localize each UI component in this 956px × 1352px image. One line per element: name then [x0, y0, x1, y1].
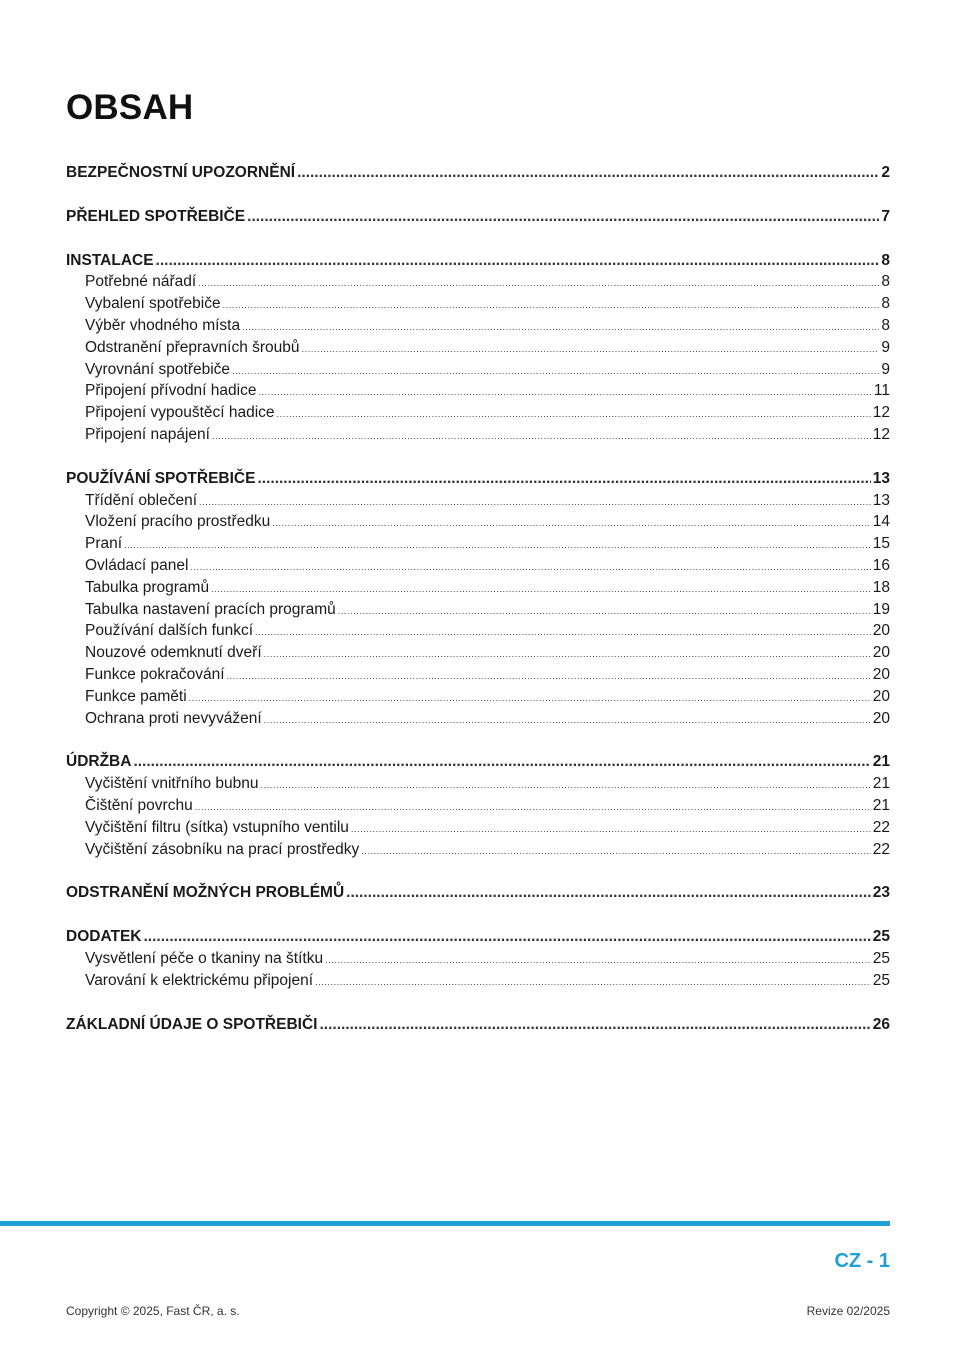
toc-entry-label: Tabulka nastavení pracích programů — [85, 600, 336, 618]
toc-entry[interactable] — [66, 970, 890, 992]
toc-section-heading[interactable] — [66, 206, 890, 228]
toc-section-heading[interactable] — [66, 468, 890, 490]
dot-leader — [211, 579, 871, 601]
toc-entry[interactable] — [66, 795, 890, 817]
toc-entry-label: Funkce paměti — [85, 687, 187, 705]
toc-section-heading[interactable] — [66, 1014, 890, 1036]
toc-entry-page: 8 — [881, 316, 890, 334]
toc-section — [66, 926, 890, 991]
toc-entry-label: Připojení vypouštěcí hadice — [85, 404, 275, 422]
toc-section-heading-page: 8 — [881, 251, 890, 269]
toc-entry[interactable] — [66, 555, 890, 577]
toc-entry-label: Připojení přívodní hadice — [85, 382, 257, 400]
dot-leader — [351, 819, 871, 841]
toc-entry[interactable] — [66, 664, 890, 686]
revision-text: Revize 02/2025 — [806, 1304, 890, 1318]
toc-section-heading-page: 7 — [881, 207, 890, 225]
toc-entry-page: 14 — [872, 513, 890, 531]
toc-section-heading-label: DODATEK — [66, 928, 142, 946]
dot-leader — [232, 361, 879, 383]
toc-section-heading-label: ZÁKLADNÍ ÚDAJE O SPOTŘEBIČI — [66, 1015, 318, 1033]
toc-section-heading-page: 13 — [872, 469, 890, 487]
dot-leader — [133, 751, 870, 773]
toc-entry-label: Tabulka programů — [85, 578, 210, 596]
toc-entry-label: Odstranění přepravních šroubů — [85, 338, 300, 356]
toc-entry-label: Vybalení spotřebiče — [85, 295, 221, 313]
toc-entry-label: Třídění oblečení — [85, 491, 198, 509]
toc-entry-page: 12 — [872, 404, 890, 422]
toc-entry-page: 19 — [872, 600, 890, 618]
toc-entry[interactable] — [66, 773, 890, 795]
toc-entry[interactable] — [66, 359, 890, 381]
toc-section-heading-label: ODSTRANĚNÍ MOŽNÝCH PROBLÉMŮ — [66, 884, 345, 902]
toc-section-heading-label: BEZPEČNOSTNÍ UPOZORNĚNÍ — [66, 164, 296, 181]
toc-entry-page: 9 — [881, 360, 890, 378]
toc-section-heading-label: ÚDRŽBA — [66, 753, 132, 771]
toc-entry-label: Vyčištění zásobníku na prací prostředky — [85, 840, 360, 858]
toc-entry[interactable] — [66, 577, 890, 599]
dot-leader — [361, 841, 870, 863]
dot-leader — [144, 926, 871, 948]
toc-entry-label: Vysvětlení péče o tkaniny na štítku — [85, 949, 324, 967]
toc-entry-page: 22 — [872, 818, 890, 836]
toc-entry-page: 21 — [872, 796, 890, 814]
dot-leader — [198, 273, 879, 295]
dot-leader — [258, 382, 871, 404]
toc-entry-label: Čištění povrchu — [85, 796, 193, 814]
dot-leader — [247, 206, 879, 228]
toc-entry[interactable] — [66, 686, 890, 708]
toc-entry-label: Vyčištění vnitřního bubnu — [85, 775, 259, 793]
dot-leader — [264, 710, 871, 732]
toc-entry-label: Vložení pracího prostředku — [85, 513, 271, 531]
toc-entry[interactable] — [66, 599, 890, 621]
toc-entry[interactable] — [66, 817, 890, 839]
toc-section — [66, 250, 890, 446]
toc-entry-page: 16 — [872, 556, 890, 574]
toc-entry[interactable] — [66, 948, 890, 970]
toc-entry-page: 20 — [872, 644, 890, 662]
toc-entry-page: 20 — [872, 687, 890, 705]
toc-section-heading[interactable] — [66, 882, 890, 904]
dot-leader — [223, 295, 880, 317]
dot-leader — [297, 162, 879, 184]
dot-leader — [156, 250, 880, 272]
toc-entry-page: 25 — [872, 971, 890, 989]
dot-leader — [325, 950, 871, 972]
toc-section-heading-label: PŘEHLED SPOTŘEBIČE — [66, 207, 246, 225]
toc-entry[interactable] — [66, 424, 890, 446]
toc-section-heading-page: 21 — [872, 753, 890, 771]
toc-entry[interactable] — [66, 511, 890, 533]
table-of-contents — [66, 162, 890, 1057]
toc-entry-label: Používání dalších funkcí — [85, 622, 254, 640]
page-number: CZ - 1 — [834, 1250, 890, 1272]
page-title: OBSAH — [66, 88, 194, 127]
toc-entry[interactable] — [66, 271, 890, 293]
toc-section — [66, 1014, 890, 1036]
toc-section-heading-page: 25 — [872, 928, 890, 946]
toc-entry-page: 22 — [872, 840, 890, 858]
toc-entry[interactable] — [66, 380, 890, 402]
toc-section-heading-label: INSTALACE — [66, 251, 154, 269]
dot-leader — [272, 513, 871, 535]
dot-leader — [346, 882, 871, 904]
toc-entry-label: Nouzové odemknutí dveří — [85, 644, 262, 662]
toc-section — [66, 468, 890, 730]
toc-entry-label: Připojení napájení — [85, 425, 210, 443]
toc-entry-label: Varování k elektrickému připojení — [85, 971, 314, 989]
toc-entry[interactable] — [66, 642, 890, 664]
toc-section-heading-page: 26 — [872, 1015, 890, 1033]
toc-entry-page: 25 — [872, 949, 890, 967]
toc-entry[interactable] — [66, 337, 890, 359]
dot-leader — [264, 644, 871, 666]
dot-leader — [124, 535, 871, 557]
toc-entry[interactable] — [66, 620, 890, 642]
toc-entry-page: 20 — [872, 665, 890, 683]
toc-entry-page: 12 — [872, 425, 890, 443]
dot-leader — [260, 775, 870, 797]
toc-entry-label: Ochrana proti nevyvážení — [85, 709, 262, 727]
toc-section-heading[interactable] — [66, 250, 890, 272]
dot-leader — [195, 797, 871, 819]
toc-entry-page: 9 — [881, 338, 890, 356]
dot-leader — [257, 468, 870, 490]
toc-entry[interactable] — [66, 315, 890, 337]
toc-entry-label: Funkce pokračování — [85, 665, 225, 683]
toc-entry[interactable] — [66, 293, 890, 315]
dot-leader — [255, 622, 871, 644]
toc-section-heading-page: 2 — [881, 164, 890, 181]
dot-leader — [199, 492, 871, 514]
toc-entry-page: 20 — [872, 709, 890, 727]
toc-entry-page: 13 — [872, 491, 890, 509]
dot-leader — [319, 1014, 870, 1036]
toc-entry-page: 20 — [872, 622, 890, 640]
footer-divider — [0, 1221, 890, 1226]
dot-leader — [242, 317, 879, 339]
copyright-text: Copyright © 2025, Fast ČR, a. s. — [66, 1304, 240, 1318]
toc-entry-label: Vyrovnání spotřebiče — [85, 360, 231, 378]
toc-section-heading[interactable] — [66, 926, 890, 948]
toc-section-heading[interactable] — [66, 751, 890, 773]
toc-entry[interactable] — [66, 708, 890, 730]
dot-leader — [190, 557, 870, 579]
toc-entry[interactable] — [66, 533, 890, 555]
dot-leader — [302, 339, 880, 361]
toc-entry-page: 21 — [872, 775, 890, 793]
dot-leader — [227, 666, 871, 688]
toc-entry[interactable] — [66, 490, 890, 512]
toc-entry-label: Výběr vhodného místa — [85, 316, 241, 334]
toc-entry-label: Ovládací panel — [85, 556, 189, 574]
toc-section — [66, 882, 890, 904]
dot-leader — [315, 972, 871, 994]
toc-entry-page: 18 — [872, 578, 890, 596]
toc-entry-label: Potřebné nářadí — [85, 273, 197, 291]
toc-entry-page: 11 — [873, 382, 890, 400]
toc-entry-label: Vyčištění filtru (sítka) vstupního ventilu — [85, 818, 349, 836]
dot-leader — [338, 601, 871, 623]
toc-section — [66, 751, 890, 860]
dot-leader — [189, 688, 871, 710]
toc-section — [66, 206, 890, 228]
toc-section-heading[interactable] — [66, 162, 890, 184]
dot-leader — [277, 404, 871, 426]
toc-entry-page: 8 — [881, 295, 890, 313]
toc-entry-page: 8 — [881, 273, 890, 291]
toc-section-heading-label: POUŽÍVÁNÍ SPOTŘEBIČE — [66, 469, 256, 487]
dot-leader — [212, 426, 871, 448]
toc-entry[interactable] — [66, 839, 890, 861]
toc-section-heading-page: 23 — [872, 884, 890, 902]
toc-section — [66, 162, 890, 184]
toc-entry-page: 15 — [872, 535, 890, 553]
toc-entry-label: Praní — [85, 535, 123, 553]
toc-entry[interactable] — [66, 402, 890, 424]
